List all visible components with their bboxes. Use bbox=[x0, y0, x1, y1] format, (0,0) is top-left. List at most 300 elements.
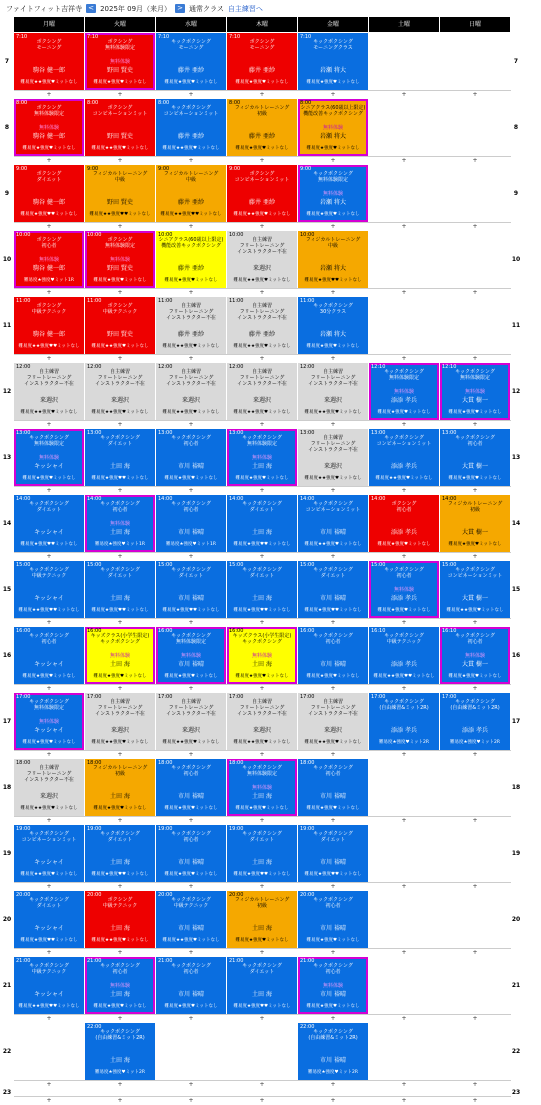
difficulty-note: 難易度★強度♥ミットなし bbox=[448, 410, 502, 415]
class-cell[interactable] bbox=[14, 957, 84, 1014]
add-button[interactable]: + bbox=[259, 91, 265, 98]
add-button[interactable]: + bbox=[401, 751, 407, 758]
class-cell[interactable] bbox=[85, 429, 155, 486]
add-button[interactable]: + bbox=[472, 421, 478, 428]
class-cell[interactable] bbox=[298, 1023, 368, 1080]
class-cell[interactable] bbox=[227, 759, 297, 816]
difficulty-note: 難易度★強度♥ミットなし bbox=[235, 806, 289, 811]
class-label: 初心者 bbox=[183, 969, 199, 975]
add-button[interactable]: + bbox=[401, 817, 407, 824]
add-button[interactable]: + bbox=[259, 1015, 265, 1022]
class-cell[interactable] bbox=[369, 429, 439, 486]
add-button[interactable]: + bbox=[259, 553, 265, 560]
class-cell[interactable] bbox=[298, 957, 368, 1014]
class-cell[interactable] bbox=[227, 231, 297, 288]
add-button[interactable]: + bbox=[472, 817, 478, 824]
instructor-name: 野田 賢史 bbox=[107, 67, 133, 74]
add-button[interactable]: + bbox=[330, 619, 336, 626]
class-cell[interactable] bbox=[227, 363, 297, 420]
instructor-name: 岩瀬 将大 bbox=[320, 133, 346, 140]
class-label: ダイエット bbox=[249, 837, 275, 843]
class-label: キックボクシング bbox=[171, 105, 211, 111]
class-cell[interactable] bbox=[440, 627, 510, 684]
add-button[interactable]: + bbox=[46, 949, 52, 956]
add-button[interactable]: + bbox=[401, 421, 407, 428]
add-button[interactable]: + bbox=[259, 421, 265, 428]
class-cell[interactable] bbox=[14, 693, 84, 750]
class-cell[interactable] bbox=[85, 495, 155, 552]
add-button[interactable]: + bbox=[259, 157, 265, 164]
add-button[interactable]: + bbox=[46, 817, 52, 824]
class-cell[interactable] bbox=[298, 561, 368, 618]
class-cell[interactable] bbox=[298, 495, 368, 552]
class-cell[interactable] bbox=[14, 165, 84, 222]
add-button[interactable]: + bbox=[401, 883, 407, 890]
class-cell[interactable] bbox=[156, 165, 226, 222]
class-cell[interactable] bbox=[14, 627, 84, 684]
add-button[interactable]: + bbox=[330, 553, 336, 560]
class-cell[interactable] bbox=[227, 99, 297, 156]
add-button[interactable]: + bbox=[401, 685, 407, 692]
add-button[interactable]: + bbox=[472, 157, 478, 164]
add-button[interactable]: + bbox=[330, 1097, 336, 1104]
class-label: キックボクシング bbox=[100, 1029, 140, 1035]
add-button[interactable]: + bbox=[46, 355, 52, 362]
add-button[interactable]: + bbox=[472, 1097, 478, 1104]
add-button[interactable]: + bbox=[188, 157, 194, 164]
class-cell[interactable] bbox=[440, 561, 510, 618]
class-cell[interactable] bbox=[369, 561, 439, 618]
class-label: ダイエット bbox=[320, 573, 346, 579]
class-cell[interactable] bbox=[227, 957, 297, 1014]
class-label: インストラクター不在 bbox=[166, 315, 216, 321]
class-label: 自主練習 bbox=[109, 699, 130, 705]
class-cell[interactable] bbox=[227, 891, 297, 948]
class-label: 機能改善キックボクシング bbox=[303, 111, 363, 117]
difficulty-note: 難易度★★強度♥ミットなし bbox=[162, 146, 220, 151]
add-button[interactable]: + bbox=[401, 289, 407, 296]
class-type-label: 通常クラス bbox=[189, 4, 224, 13]
add-button[interactable]: + bbox=[330, 355, 336, 362]
class-cell[interactable] bbox=[85, 1023, 155, 1080]
add-button[interactable]: + bbox=[46, 157, 52, 164]
add-button[interactable]: + bbox=[401, 1015, 407, 1022]
add-button[interactable]: + bbox=[330, 289, 336, 296]
add-button[interactable]: + bbox=[117, 289, 123, 296]
add-button[interactable]: + bbox=[259, 289, 265, 296]
class-cell[interactable] bbox=[156, 429, 226, 486]
add-button[interactable]: + bbox=[259, 355, 265, 362]
class-cell[interactable] bbox=[298, 33, 368, 90]
class-time: 18:00 bbox=[158, 760, 173, 766]
class-cell[interactable] bbox=[298, 891, 368, 948]
add-button[interactable]: + bbox=[117, 223, 123, 230]
add-button[interactable]: + bbox=[117, 751, 123, 758]
add-button[interactable]: + bbox=[401, 487, 407, 494]
class-cell[interactable] bbox=[156, 759, 226, 816]
class-cell[interactable] bbox=[85, 99, 155, 156]
add-button[interactable]: + bbox=[117, 421, 123, 428]
instructor-name: 添添 孝兵 bbox=[391, 727, 417, 734]
class-label: ボクシング bbox=[36, 303, 62, 309]
add-button[interactable]: + bbox=[117, 1097, 123, 1104]
add-button[interactable]: + bbox=[401, 223, 407, 230]
hour-label: 13 bbox=[2, 453, 12, 461]
class-cell[interactable] bbox=[369, 693, 439, 750]
add-button[interactable]: + bbox=[330, 1081, 336, 1088]
add-button[interactable]: + bbox=[472, 949, 478, 956]
class-cell[interactable] bbox=[85, 363, 155, 420]
add-button[interactable]: + bbox=[401, 157, 407, 164]
add-button[interactable]: + bbox=[46, 421, 52, 428]
class-time: 7:10 bbox=[229, 34, 241, 40]
add-button[interactable]: + bbox=[259, 949, 265, 956]
add-button[interactable]: + bbox=[401, 619, 407, 626]
add-button[interactable]: + bbox=[330, 751, 336, 758]
add-button[interactable]: + bbox=[188, 949, 194, 956]
class-label: 初心者 bbox=[41, 243, 57, 249]
class-cell[interactable] bbox=[156, 627, 226, 684]
add-button[interactable]: + bbox=[472, 751, 478, 758]
class-cell[interactable] bbox=[298, 429, 368, 486]
class-label: 無料体験 bbox=[38, 455, 59, 461]
class-label: フィジカルトレーニング bbox=[234, 897, 290, 903]
add-button[interactable]: + bbox=[188, 355, 194, 362]
class-cell[interactable] bbox=[14, 825, 84, 882]
class-cell[interactable] bbox=[85, 759, 155, 816]
difficulty-note: 難易度★★強度♥ミットなし bbox=[233, 278, 291, 283]
add-button[interactable]: + bbox=[330, 1015, 336, 1022]
class-time: 8:00 bbox=[300, 100, 312, 106]
add-button[interactable]: + bbox=[46, 1097, 52, 1104]
add-button[interactable]: + bbox=[46, 91, 52, 98]
add-button[interactable]: + bbox=[259, 619, 265, 626]
instructor-name: 市川 裕晴 bbox=[178, 595, 204, 602]
add-button[interactable]: + bbox=[472, 619, 478, 626]
add-button[interactable]: + bbox=[117, 817, 123, 824]
add-button[interactable]: + bbox=[259, 883, 265, 890]
add-button[interactable]: + bbox=[46, 619, 52, 626]
add-button[interactable]: + bbox=[401, 355, 407, 362]
add-button[interactable]: + bbox=[117, 553, 123, 560]
class-cell[interactable] bbox=[14, 429, 84, 486]
class-cell[interactable] bbox=[298, 759, 368, 816]
class-label: キックボクシング bbox=[313, 39, 353, 45]
class-cell[interactable] bbox=[298, 165, 368, 222]
add-button[interactable]: + bbox=[401, 553, 407, 560]
add-button[interactable]: + bbox=[259, 751, 265, 758]
class-cell[interactable] bbox=[85, 165, 155, 222]
add-button[interactable]: + bbox=[117, 355, 123, 362]
add-button[interactable]: + bbox=[117, 487, 123, 494]
class-label: コンビネーションミット bbox=[21, 837, 77, 843]
add-button[interactable]: + bbox=[401, 91, 407, 98]
difficulty-note: 難易度★★強度♥♥ミットなし bbox=[373, 674, 435, 679]
class-time: 8:00 bbox=[87, 100, 99, 106]
class-cell[interactable] bbox=[156, 693, 226, 750]
class-time: 16:00 bbox=[300, 628, 315, 634]
class-label: フリートレーニング bbox=[26, 771, 72, 777]
class-cell[interactable] bbox=[227, 297, 297, 354]
class-cell[interactable] bbox=[85, 891, 155, 948]
class-label: インストラクター不在 bbox=[237, 249, 287, 255]
add-button[interactable]: + bbox=[259, 1097, 265, 1104]
hour-label: 23 bbox=[511, 1089, 521, 1096]
add-button[interactable]: + bbox=[472, 487, 478, 494]
add-button[interactable]: + bbox=[117, 1015, 123, 1022]
add-button[interactable]: + bbox=[330, 949, 336, 956]
instructor-name: 土田 海 bbox=[110, 529, 130, 536]
add-button[interactable]: + bbox=[46, 685, 52, 692]
add-button[interactable]: + bbox=[330, 817, 336, 824]
add-button[interactable]: + bbox=[188, 421, 194, 428]
class-cell[interactable] bbox=[85, 825, 155, 882]
add-button[interactable]: + bbox=[117, 685, 123, 692]
class-cell[interactable] bbox=[369, 495, 439, 552]
add-button[interactable]: + bbox=[46, 751, 52, 758]
class-cell[interactable] bbox=[369, 363, 439, 420]
add-button[interactable]: + bbox=[401, 1081, 407, 1088]
class-cell[interactable] bbox=[14, 33, 84, 90]
hour-label: 12 bbox=[511, 387, 521, 395]
class-cell[interactable] bbox=[298, 99, 368, 156]
class-cell[interactable] bbox=[85, 33, 155, 90]
row-divider bbox=[14, 882, 511, 883]
class-time: 16:00 bbox=[87, 628, 102, 634]
add-button[interactable]: + bbox=[330, 223, 336, 230]
next-month-button[interactable]: > bbox=[175, 4, 185, 13]
class-cell[interactable] bbox=[14, 363, 84, 420]
class-cell[interactable] bbox=[85, 693, 155, 750]
class-label: 無料体験 bbox=[109, 983, 130, 989]
class-cell[interactable] bbox=[298, 627, 368, 684]
difficulty-note: 難易度★強度♥ミットなし bbox=[164, 278, 218, 283]
class-time: 14:00 bbox=[158, 496, 173, 502]
difficulty-note: 難易度★強度♥ミットなし bbox=[306, 146, 360, 151]
class-cell[interactable] bbox=[85, 627, 155, 684]
hour-label: 10 bbox=[2, 255, 12, 263]
class-cell[interactable] bbox=[227, 825, 297, 882]
class-cell[interactable] bbox=[440, 495, 510, 552]
class-cell[interactable] bbox=[227, 693, 297, 750]
class-cell[interactable] bbox=[85, 957, 155, 1014]
add-button[interactable]: + bbox=[401, 949, 407, 956]
add-button[interactable]: + bbox=[188, 487, 194, 494]
add-button[interactable]: + bbox=[188, 223, 194, 230]
class-cell[interactable] bbox=[440, 363, 510, 420]
class-cell[interactable] bbox=[298, 363, 368, 420]
class-cell[interactable] bbox=[440, 429, 510, 486]
class-cell[interactable] bbox=[298, 693, 368, 750]
add-button[interactable]: + bbox=[472, 1015, 478, 1022]
class-cell[interactable] bbox=[156, 33, 226, 90]
add-button[interactable]: + bbox=[117, 949, 123, 956]
class-cell[interactable] bbox=[227, 33, 297, 90]
add-button[interactable]: + bbox=[330, 157, 336, 164]
class-label: キックボクシング bbox=[100, 963, 140, 969]
class-cell[interactable] bbox=[14, 561, 84, 618]
class-cell[interactable] bbox=[440, 693, 510, 750]
class-cell[interactable] bbox=[156, 99, 226, 156]
instructor-name: 市川 裕晴 bbox=[320, 793, 346, 800]
class-cell[interactable] bbox=[156, 891, 226, 948]
class-time: 17:00 bbox=[229, 694, 244, 700]
class-label: インストラクター不在 bbox=[308, 447, 358, 453]
class-time: 10:00 bbox=[158, 232, 173, 238]
add-button[interactable]: + bbox=[472, 355, 478, 362]
add-button[interactable]: + bbox=[188, 1015, 194, 1022]
add-button[interactable]: + bbox=[117, 619, 123, 626]
class-label: フィジカルトレーニング bbox=[163, 171, 219, 177]
add-button[interactable]: + bbox=[472, 1081, 478, 1088]
add-button[interactable]: + bbox=[188, 619, 194, 626]
class-cell[interactable] bbox=[227, 561, 297, 618]
class-label: 無料体験 bbox=[464, 389, 485, 395]
class-label: フィジカルトレーニング bbox=[447, 501, 503, 507]
class-label: 初心者 bbox=[325, 969, 341, 975]
add-button[interactable]: + bbox=[472, 883, 478, 890]
class-label: フィジカルトレーニング bbox=[92, 171, 148, 177]
add-button[interactable]: + bbox=[259, 817, 265, 824]
add-button[interactable]: + bbox=[117, 157, 123, 164]
class-cell[interactable] bbox=[227, 165, 297, 222]
class-label: ボクシング bbox=[36, 105, 62, 111]
add-button[interactable]: + bbox=[330, 487, 336, 494]
instructor-name: 岩瀬 将大 bbox=[320, 265, 346, 272]
class-cell[interactable] bbox=[156, 561, 226, 618]
class-label: 30分クラス bbox=[319, 309, 347, 315]
add-button[interactable]: + bbox=[472, 553, 478, 560]
add-button[interactable]: + bbox=[46, 487, 52, 494]
add-button[interactable]: + bbox=[259, 487, 265, 494]
hour-label: 14 bbox=[2, 519, 12, 527]
instructor-name: キッシャイ bbox=[34, 925, 64, 932]
add-button[interactable]: + bbox=[330, 883, 336, 890]
add-button[interactable]: + bbox=[117, 91, 123, 98]
add-button[interactable]: + bbox=[188, 751, 194, 758]
class-label: 無料体験限定 bbox=[317, 177, 348, 183]
difficulty-note: 難易度★強度♥ミット1R bbox=[24, 278, 74, 283]
class-label: 初級 bbox=[114, 771, 125, 777]
add-button[interactable]: + bbox=[188, 1097, 194, 1104]
instructor-name: 市川 裕晴 bbox=[320, 595, 346, 602]
class-cell[interactable] bbox=[227, 627, 297, 684]
self-practice-link[interactable]: 自主練習へ bbox=[227, 4, 263, 13]
class-cell[interactable] bbox=[298, 231, 368, 288]
add-button[interactable]: + bbox=[259, 685, 265, 692]
class-cell[interactable] bbox=[369, 627, 439, 684]
add-button[interactable]: + bbox=[188, 91, 194, 98]
class-label: 中級テクニック bbox=[386, 639, 422, 645]
instructor-name: 野田 賢史 bbox=[107, 265, 133, 272]
hour-label: 19 bbox=[2, 849, 12, 857]
add-button[interactable]: + bbox=[46, 1081, 52, 1088]
class-label: ボクシング bbox=[36, 237, 62, 243]
add-button[interactable]: + bbox=[46, 223, 52, 230]
class-time: 14:00 bbox=[300, 496, 315, 502]
instructor-name: キッシャイ bbox=[34, 595, 64, 602]
difficulty-note: 難易度★強度♥ミットなし bbox=[448, 476, 502, 481]
class-label: キックボクシング bbox=[29, 699, 69, 705]
add-button[interactable]: + bbox=[259, 1081, 265, 1088]
class-cell[interactable] bbox=[156, 957, 226, 1014]
add-button[interactable]: + bbox=[401, 1097, 407, 1104]
class-label: フィジカルトレーニング bbox=[305, 237, 361, 243]
class-cell[interactable] bbox=[298, 297, 368, 354]
difficulty-note: 難易度★強度♥♥ミットなし bbox=[91, 608, 149, 613]
class-cell[interactable] bbox=[14, 891, 84, 948]
class-cell[interactable] bbox=[14, 231, 84, 288]
class-cell[interactable] bbox=[156, 297, 226, 354]
class-cell[interactable] bbox=[156, 363, 226, 420]
class-cell[interactable] bbox=[156, 495, 226, 552]
add-button[interactable]: + bbox=[472, 223, 478, 230]
add-button[interactable]: + bbox=[330, 91, 336, 98]
add-button[interactable]: + bbox=[472, 91, 478, 98]
class-cell[interactable] bbox=[14, 297, 84, 354]
instructor-name: 土田 海 bbox=[252, 463, 272, 470]
add-button[interactable]: + bbox=[188, 553, 194, 560]
instructor-name: 市川 裕晴 bbox=[178, 991, 204, 998]
add-button[interactable]: + bbox=[472, 685, 478, 692]
class-cell[interactable] bbox=[85, 561, 155, 618]
add-button[interactable]: + bbox=[188, 883, 194, 890]
class-cell[interactable] bbox=[14, 759, 84, 816]
class-label: キックボクシング bbox=[455, 369, 495, 375]
class-cell[interactable] bbox=[227, 495, 297, 552]
class-cell[interactable] bbox=[156, 231, 226, 288]
class-cell[interactable] bbox=[156, 825, 226, 882]
add-button[interactable]: + bbox=[330, 421, 336, 428]
class-cell[interactable] bbox=[85, 297, 155, 354]
difficulty-note: 難易度★★強度♥ミットなし bbox=[233, 212, 291, 217]
difficulty-note: 難易度★強度♥ミットなし bbox=[306, 344, 360, 349]
add-button[interactable]: + bbox=[188, 1081, 194, 1088]
add-button[interactable]: + bbox=[188, 289, 194, 296]
class-cell[interactable] bbox=[14, 495, 84, 552]
class-label: キックボクシング bbox=[242, 567, 282, 573]
add-button[interactable]: + bbox=[46, 1015, 52, 1022]
instructor-name: 土田 海 bbox=[110, 1057, 130, 1064]
hour-label: 7 bbox=[4, 57, 10, 65]
class-label: ボクシング bbox=[107, 303, 133, 309]
add-button[interactable]: + bbox=[472, 289, 478, 296]
prev-month-button[interactable]: < bbox=[86, 4, 96, 13]
add-button[interactable]: + bbox=[117, 883, 123, 890]
class-cell[interactable] bbox=[298, 825, 368, 882]
add-button[interactable]: + bbox=[259, 223, 265, 230]
add-button[interactable]: + bbox=[188, 817, 194, 824]
add-button[interactable]: + bbox=[46, 883, 52, 890]
add-button[interactable]: + bbox=[330, 685, 336, 692]
class-time: 21:00 bbox=[16, 958, 31, 964]
class-cell[interactable] bbox=[85, 231, 155, 288]
class-label: キックボクシング bbox=[29, 831, 69, 837]
difficulty-note: 難易度★★強度♥♥ミットなし bbox=[18, 1004, 80, 1009]
add-button[interactable]: + bbox=[46, 553, 52, 560]
class-cell[interactable] bbox=[227, 429, 297, 486]
add-button[interactable]: + bbox=[188, 685, 194, 692]
difficulty-note: 難易度★★強度♥ミットなし bbox=[304, 740, 362, 745]
instructor-name: 添添 孝兵 bbox=[462, 727, 488, 734]
add-button[interactable]: + bbox=[117, 1081, 123, 1088]
class-time: 13:00 bbox=[300, 430, 315, 436]
class-time: 17:00 bbox=[442, 694, 457, 700]
difficulty-note: 難易度★強度♥ミットなし bbox=[235, 476, 289, 481]
class-label: 無料体験限定 bbox=[104, 45, 135, 51]
add-button[interactable]: + bbox=[46, 289, 52, 296]
class-cell[interactable] bbox=[14, 99, 84, 156]
